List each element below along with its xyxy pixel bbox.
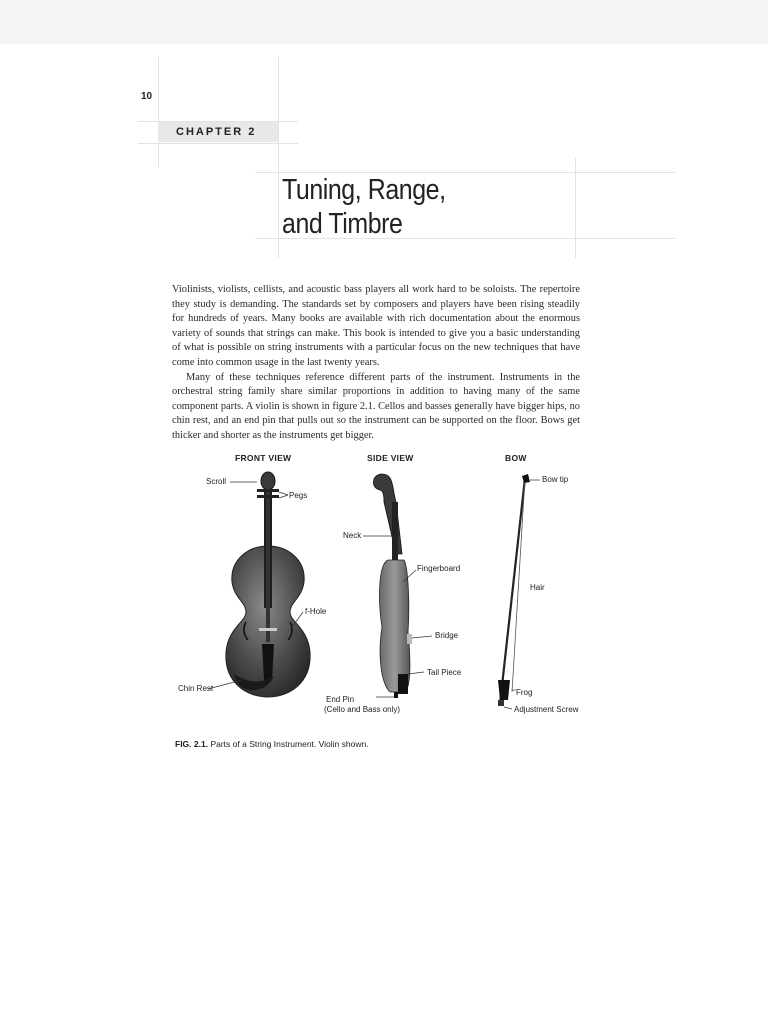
figure-caption: [175, 739, 369, 749]
figure-caption-label: FIG. 2.1.: [175, 739, 209, 749]
guide-line: [158, 57, 159, 167]
paragraph-1: Violinists, violists, cellists, and acoustic bass players all work hard to be soloists. The repertoire they study is demanding. The standards set by composers and players have been rising steadily for hundreds of years. Many books are available with rich documentation about the enormous variety of sounds that strings can make. This book is intended to give you a basic understanding of what is possible on string instruments with a particular focus on the new techniques that have come into common usage in the last twenty years.: [172, 284, 580, 368]
heading-front-view: FRONT VIEW: [235, 453, 292, 463]
label-pegs: Pegs: [289, 491, 308, 500]
figure-caption-text: Parts of a String Instrument. Violin shown.: [210, 739, 369, 749]
guide-line: [138, 143, 298, 144]
label-scroll: Scroll: [206, 477, 227, 486]
violin-front: [208, 472, 310, 697]
heading-side-view: SIDE VIEW: [367, 453, 414, 463]
label-chin-rest: Chin Rest: [178, 684, 214, 693]
chapter-title-line-2: and Timbre: [282, 208, 403, 240]
paragraph-2: Many of these techniques reference different parts of the instrument. Instruments in the orchestral string family share similar proportions in addition to having many of the same component parts. A violin is shown in figure 2.1. Cellos and basses generally have bigger hips, no chin rest, and an end pin that pulls out so the instrument can be supported on the floor. Bows get thicker and shorter as the instruments get bigger.: [172, 371, 580, 441]
label-adjustment-screw: Adjustment Screw: [514, 705, 579, 714]
label-end-pin-note: (Cello and Bass only): [324, 705, 401, 714]
guide-line: [575, 158, 576, 258]
label-bow-tip: Bow tip: [542, 475, 569, 484]
page-number: 10: [141, 91, 153, 102]
heading-bow: BOW: [505, 453, 527, 463]
chapter-title: [282, 173, 531, 241]
label-f-hole: f-Hole: [305, 607, 327, 616]
label-end-pin: End Pin: [326, 695, 355, 704]
label-neck: Neck: [343, 531, 362, 540]
instrument-figure: [160, 452, 600, 722]
guide-line: [278, 158, 279, 258]
label-hair: Hair: [530, 583, 545, 592]
label-tail-place: Tail Piece: [427, 668, 462, 677]
chapter-label: CHAPTER 2: [158, 122, 278, 142]
label-bridge: Bridge: [435, 631, 459, 640]
guide-line: [278, 57, 279, 167]
label-fingerboard: Fingerboard: [417, 564, 461, 573]
violin-side: [363, 474, 432, 698]
label-frog: Frog: [516, 688, 533, 697]
body-text: [172, 283, 580, 444]
chapter-title-line-1: Tuning, Range,: [282, 174, 446, 206]
